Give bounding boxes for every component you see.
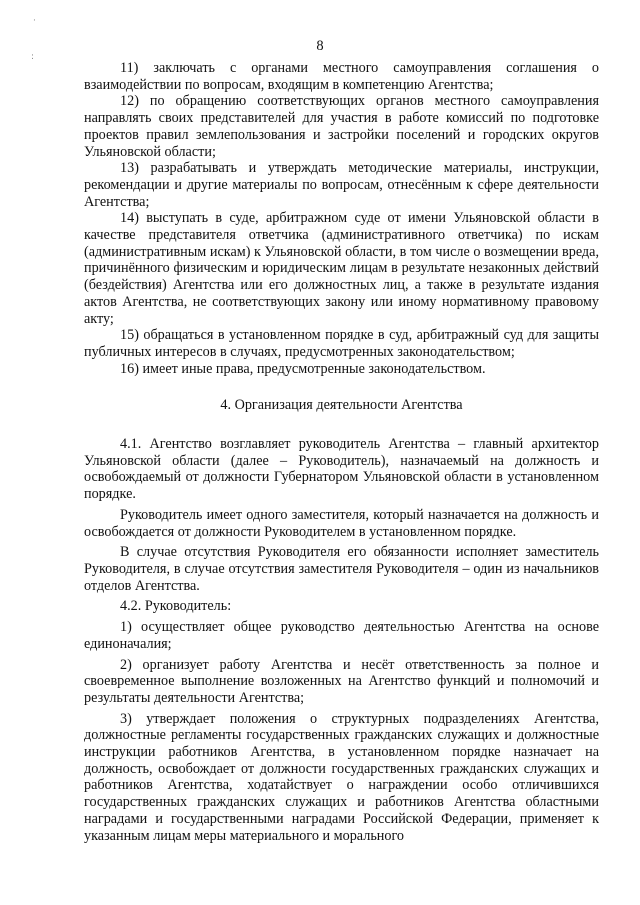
paragraph-deputy: Руководитель имеет одного заместителя, который назначается на должность и освобождается от должности Руководителем в установленном порядке. — [84, 506, 599, 540]
list-item-13: 13) разрабатывать и утверждать методические материалы, инструкции, рекомендации и другие материалы по вопросам, отнесённым к сфере деятельности Агентства; — [84, 160, 599, 210]
list-item-12: 12) по обращению соответствующих органов местного самоуправления направлять своих представителей для участия в работе комиссий по подготовке проектов правил землепользования и застройки поселений и городских округов Ульяновской области; — [84, 93, 599, 160]
paragraph-absence: В случае отсутствия Руководителя его обязанности исполняет заместитель Руководителя, в случае отсутствия заместителя Руководителя – один из начальников отделов Агентства. — [84, 544, 599, 594]
document-body — [84, 60, 599, 844]
duty-item-2: 2) организует работу Агентства и несёт ответственность за полное и своевременное выполнение возложенных на Агентство функций и полномочий и результаты деятельности Агентства; — [84, 656, 599, 706]
duty-item-1: 1) осуществляет общее руководство деятельностью Агентства на основе единоначалия; — [84, 619, 599, 652]
section-heading: 4. Организация деятельности Агентства — [220, 397, 463, 414]
list-item-15: 15) обращаться в установленном порядке в суд, арбитражный суд для защиты публичных интересов в случаях, предусмотренных законодательством; — [84, 327, 599, 360]
scan-mark: : — [31, 52, 35, 62]
duty-item-3: 3) утверждает положения о структурных подразделениях Агентства, должностные регламенты государственных гражданских служащих и должностные инструкции работников Агентства, в установленном порядке назначает на должность, освобождает от должности государственных гражданских служащих и работников Агентства, ходатайствует о награждении особо отличившихся государственных гражданских служащих и работников Агентства областными наградами и государственными наградами Российской Федерации, применяет к указанным лицам меры материального и морального — [84, 710, 599, 844]
scan-mark: · — [33, 16, 36, 26]
page-number: 8 — [316, 38, 324, 54]
list-item-11: 11) заключать с органами местного самоуправления соглашения о взаимодействии по вопросам, входящим в компетенцию Агентства; — [84, 60, 599, 93]
paragraph-4-2: 4.2. Руководитель: — [120, 598, 232, 615]
paragraph-4-1: 4.1. Агентство возглавляет руководитель Агентства – главный архитектор Ульяновской области (далее – Руководитель), назначаемый на должность и освобождаемый от должности Губернатором Ульяновской области в установленном порядке. — [84, 436, 599, 503]
list-item-14: 14) выступать в суде, арбитражном суде от имени Ульяновской области в качестве представителя ответчика (административного ответчика) по искам (административным искам) к Ульяновской области, в том числе о возмещении вреда, причинённого физическим и юридическим лицам в результате незаконных действий (бездействия) Агентства или его должностных лиц, а также в результате издания актов Агентства, не соответствующих закону или иному нормативному правовому акту; — [84, 210, 599, 327]
list-item-16: 16) имеет иные права, предусмотренные законодательством. — [120, 360, 486, 377]
